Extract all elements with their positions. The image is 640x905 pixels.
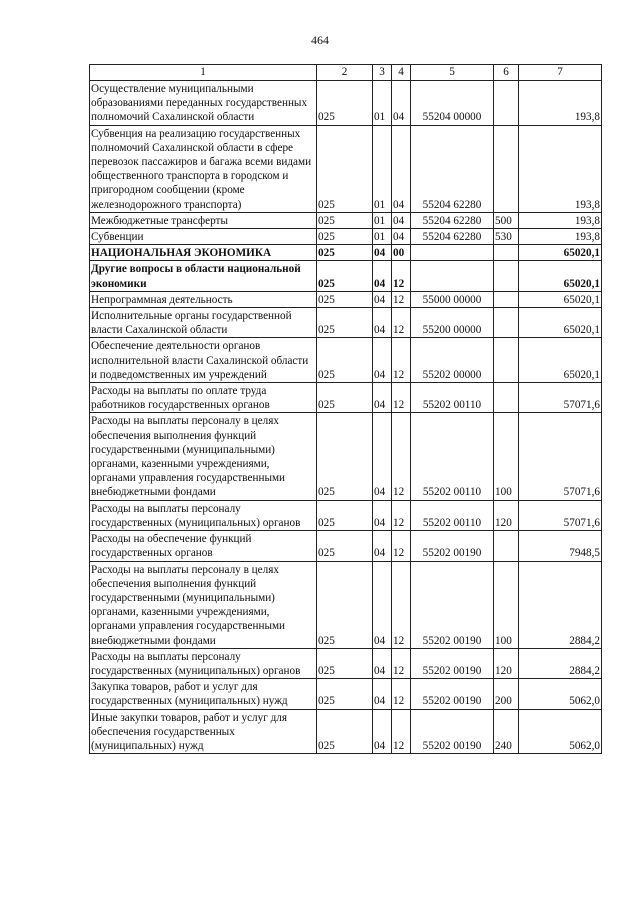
- row-section-code: 04: [373, 679, 392, 709]
- row-amount: 5062,0: [519, 679, 602, 709]
- table-row: [90, 245, 602, 261]
- row-name: Другие вопросы в области национальной экономики: [90, 261, 317, 291]
- row-expense-type: 120: [494, 648, 519, 678]
- row-ministry-code: 025: [317, 229, 373, 245]
- row-ministry-code: 025: [317, 291, 373, 307]
- row-ministry-code: 025: [317, 245, 373, 261]
- row-target-article: 55202 00110: [411, 383, 494, 413]
- table-row: [90, 212, 602, 228]
- row-target-article: 55202 00110: [411, 413, 494, 500]
- row-name: Субвенции: [90, 229, 317, 245]
- row-section-code: 04: [373, 261, 392, 291]
- col-header: 1: [90, 65, 317, 81]
- row-name: Непрограммная деятельность: [90, 291, 317, 307]
- row-target-article: 55204 62280: [411, 229, 494, 245]
- row-name: Осуществление муниципальными образованиями переданных государственных полномочий Сахалинской области: [90, 81, 317, 126]
- row-target-article: 55202 00110: [411, 500, 494, 530]
- row-section-code: 04: [373, 413, 392, 500]
- row-subsection-code: 12: [392, 338, 411, 383]
- row-expense-type: [494, 261, 519, 291]
- row-section-code: 04: [373, 338, 392, 383]
- table-row: [90, 125, 602, 212]
- row-target-article: 55204 62280: [411, 125, 494, 212]
- table-row: [90, 383, 602, 413]
- row-expense-type: 120: [494, 500, 519, 530]
- row-subsection-code: 04: [392, 81, 411, 126]
- table-row: [90, 291, 602, 307]
- row-ministry-code: 025: [317, 261, 373, 291]
- row-subsection-code: 12: [392, 413, 411, 500]
- row-amount: 65020,1: [519, 261, 602, 291]
- row-amount: 57071,6: [519, 413, 602, 500]
- row-section-code: 01: [373, 229, 392, 245]
- row-name: Исполнительные органы государственной власти Сахалинской области: [90, 308, 317, 338]
- table-row: [90, 531, 602, 561]
- row-amount: 65020,1: [519, 291, 602, 307]
- row-section-code: 04: [373, 561, 392, 648]
- row-target-article: 55200 00000: [411, 308, 494, 338]
- row-ministry-code: 025: [317, 413, 373, 500]
- row-ministry-code: 025: [317, 383, 373, 413]
- row-subsection-code: 12: [392, 531, 411, 561]
- row-subsection-code: 12: [392, 679, 411, 709]
- table-row: [90, 709, 602, 754]
- row-section-code: 04: [373, 500, 392, 530]
- row-amount: 193,8: [519, 125, 602, 212]
- row-amount: 5062,0: [519, 709, 602, 754]
- row-ministry-code: 025: [317, 648, 373, 678]
- row-name: Расходы на обеспечение функций государственных органов: [90, 531, 317, 561]
- row-subsection-code: 12: [392, 709, 411, 754]
- row-ministry-code: 025: [317, 125, 373, 212]
- row-name: Расходы на выплаты персоналу в целях обеспечения выполнения функций государственными (муниципальными) органами, казенными учреждениями, органами управления государственными внебюджетными фондами: [90, 413, 317, 500]
- row-expense-type: [494, 125, 519, 212]
- row-subsection-code: 12: [392, 561, 411, 648]
- table-row: [90, 500, 602, 530]
- row-target-article: 55204 00000: [411, 81, 494, 126]
- row-name: Субвенция на реализацию государственных полномочий Сахалинской области в сфере перевозок пассажиров и багажа всеми видами общественного транспорта в городском и пригородном сообщении (кроме железнодорожного транспорта): [90, 125, 317, 212]
- row-name: НАЦИОНАЛЬНАЯ ЭКОНОМИКА: [90, 245, 317, 261]
- table-row: [90, 338, 602, 383]
- row-section-code: 04: [373, 308, 392, 338]
- row-target-article: 55204 62280: [411, 212, 494, 228]
- row-subsection-code: 00: [392, 245, 411, 261]
- row-section-code: 01: [373, 81, 392, 126]
- table-row: [90, 308, 602, 338]
- row-name: Расходы на выплаты персоналу государственных (муниципальных) органов: [90, 500, 317, 530]
- row-amount: 193,8: [519, 81, 602, 126]
- row-target-article: [411, 261, 494, 291]
- row-amount: 2884,2: [519, 648, 602, 678]
- budget-table: [89, 64, 602, 754]
- row-ministry-code: 025: [317, 500, 373, 530]
- row-subsection-code: 12: [392, 308, 411, 338]
- row-target-article: 55202 00190: [411, 679, 494, 709]
- row-expense-type: 100: [494, 561, 519, 648]
- row-name: Закупка товаров, работ и услуг для государственных (муниципальных) нужд: [90, 679, 317, 709]
- col-header: 5: [411, 65, 494, 81]
- table-body: [90, 81, 602, 754]
- row-expense-type: [494, 531, 519, 561]
- row-amount: 57071,6: [519, 500, 602, 530]
- row-target-article: 55202 00190: [411, 648, 494, 678]
- row-target-article: 55202 00190: [411, 531, 494, 561]
- row-target-article: 55202 00190: [411, 709, 494, 754]
- row-expense-type: [494, 291, 519, 307]
- table-row: [90, 81, 602, 126]
- row-subsection-code: 12: [392, 648, 411, 678]
- row-name: Расходы на выплаты по оплате труда работников государственных органов: [90, 383, 317, 413]
- table-row: [90, 413, 602, 500]
- row-expense-type: 500: [494, 212, 519, 228]
- row-ministry-code: 025: [317, 709, 373, 754]
- row-subsection-code: 12: [392, 383, 411, 413]
- col-header: 3: [373, 65, 392, 81]
- row-name: Расходы на выплаты персоналу в целях обеспечения выполнения функций государственными (муниципальными) органами, казенными учреждениями, органами управления государственными внебюджетными фондами: [90, 561, 317, 648]
- row-name: Обеспечение деятельности органов исполнительной власти Сахалинской области и подведомственных им учреждений: [90, 338, 317, 383]
- table-row: [90, 561, 602, 648]
- row-expense-type: [494, 308, 519, 338]
- row-subsection-code: 04: [392, 229, 411, 245]
- row-amount: 7948,5: [519, 531, 602, 561]
- row-target-article: 55202 00000: [411, 338, 494, 383]
- row-expense-type: 100: [494, 413, 519, 500]
- row-ministry-code: 025: [317, 212, 373, 228]
- table-row: [90, 679, 602, 709]
- row-target-article: 55000 00000: [411, 291, 494, 307]
- row-subsection-code: 04: [392, 125, 411, 212]
- row-subsection-code: 12: [392, 500, 411, 530]
- row-amount: 57071,6: [519, 383, 602, 413]
- row-name: Расходы на выплаты персоналу государственных (муниципальных) органов: [90, 648, 317, 678]
- table-header-row: [90, 65, 602, 81]
- row-section-code: 01: [373, 125, 392, 212]
- row-expense-type: [494, 383, 519, 413]
- col-header: 6: [494, 65, 519, 81]
- row-target-article: [411, 245, 494, 261]
- row-name: Иные закупки товаров, работ и услуг для обеспечения государственных (муниципальных) нужд: [90, 709, 317, 754]
- row-amount: 65020,1: [519, 338, 602, 383]
- table-row: [90, 648, 602, 678]
- row-target-article: 55202 00190: [411, 561, 494, 648]
- row-expense-type: [494, 81, 519, 126]
- row-section-code: 04: [373, 245, 392, 261]
- row-ministry-code: 025: [317, 561, 373, 648]
- row-amount: 193,8: [519, 229, 602, 245]
- row-expense-type: 240: [494, 709, 519, 754]
- row-ministry-code: 025: [317, 308, 373, 338]
- row-section-code: 04: [373, 709, 392, 754]
- table-row: [90, 261, 602, 291]
- row-ministry-code: 025: [317, 81, 373, 126]
- row-subsection-code: 12: [392, 291, 411, 307]
- row-name: Межбюджетные трансферты: [90, 212, 317, 228]
- row-subsection-code: 12: [392, 261, 411, 291]
- row-expense-type: 200: [494, 679, 519, 709]
- row-section-code: 04: [373, 291, 392, 307]
- page-number: 464: [311, 33, 329, 47]
- row-expense-type: [494, 338, 519, 383]
- row-ministry-code: 025: [317, 338, 373, 383]
- row-amount: 2884,2: [519, 561, 602, 648]
- col-header: 4: [392, 65, 411, 81]
- row-subsection-code: 04: [392, 212, 411, 228]
- table-row: [90, 229, 602, 245]
- row-section-code: 04: [373, 383, 392, 413]
- row-amount: 193,8: [519, 212, 602, 228]
- col-header: 7: [519, 65, 602, 81]
- row-section-code: 01: [373, 212, 392, 228]
- row-amount: 65020,1: [519, 245, 602, 261]
- col-header: 2: [317, 65, 373, 81]
- row-amount: 65020,1: [519, 308, 602, 338]
- row-expense-type: [494, 245, 519, 261]
- row-ministry-code: 025: [317, 679, 373, 709]
- row-expense-type: 530: [494, 229, 519, 245]
- row-section-code: 04: [373, 648, 392, 678]
- row-section-code: 04: [373, 531, 392, 561]
- row-ministry-code: 025: [317, 531, 373, 561]
